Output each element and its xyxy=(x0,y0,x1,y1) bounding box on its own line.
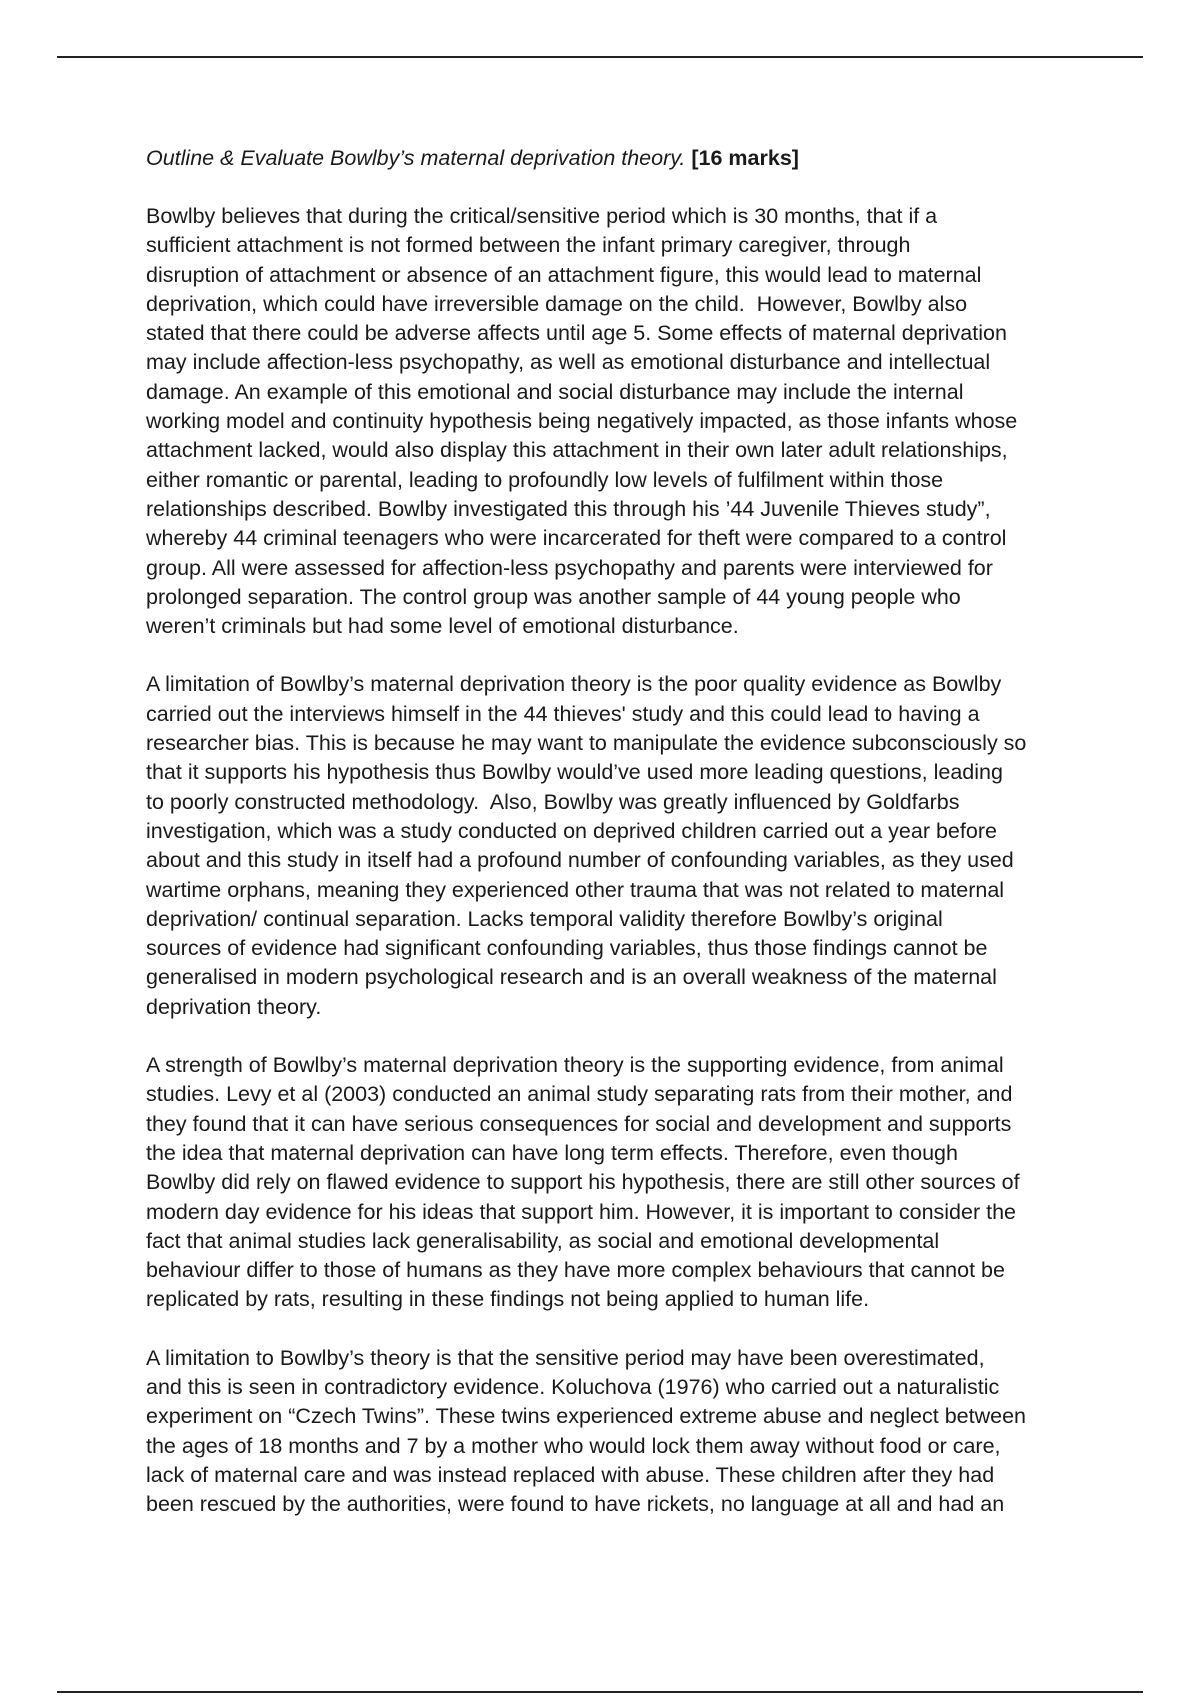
paragraph-line: Bowlby believes that during the critical/sensitive period which is 30 months, that if a xyxy=(146,204,938,228)
paragraph-line: carried out the interviews himself in the 44 thieves' study and this could lead to having a xyxy=(146,701,980,726)
paragraph-line: they found that it can have serious consequences for social and development and supports xyxy=(146,1111,1012,1136)
paragraph-line: disruption of attachment or absence of an attachment figure, this would lead to maternal xyxy=(146,262,982,287)
paragraph-line: the idea that maternal deprivation can have long term effects. Therefore, even though xyxy=(146,1140,958,1165)
document-body xyxy=(146,143,1066,1548)
paragraph-line: lack of maternal care and was instead replaced with abuse. These children after they had xyxy=(146,1462,995,1487)
paragraph-line: studies. Levy et al (2003) conducted an animal study separating rats from their mother, and xyxy=(146,1082,1013,1107)
paragraph-line: relationships described. Bowlby investigated this through his ’44 Juvenile Thieves study”, xyxy=(146,496,991,521)
paragraph-line: stated that there could be adverse affects until age 5. Some effects of maternal deprivation xyxy=(146,321,1007,346)
paragraph-line: behaviour differ to those of humans as they have more complex behaviours that cannot be xyxy=(146,1258,1005,1283)
paragraph xyxy=(146,670,1066,1022)
paragraph-line: researcher bias. This is because he may want to manipulate the evidence subconsciously so xyxy=(146,731,1027,756)
paragraph-line: A limitation of Bowlby’s maternal deprivation theory is the poor quality evidence as Bowlby xyxy=(146,672,1002,697)
paragraph-line: attachment lacked, would also display this attachment in their own later adult relationships, xyxy=(146,438,1008,463)
paragraph-line: damage. An example of this emotional and social disturbance may include the internal xyxy=(146,379,964,404)
paragraph-line: either romantic or parental, leading to profoundly low levels of fulfilment within those xyxy=(146,467,944,492)
paragraph-line: group. All were assessed for affection-less psychopathy and parents were interviewed for xyxy=(146,555,993,580)
paragraph-line: prolonged separation. The control group was another sample of 44 young people who xyxy=(146,584,961,609)
paragraph-line: to poorly constructed methodology. Also, Bowlby was greatly influenced by Goldfarbs xyxy=(146,789,960,814)
paragraph-line: Bowlby did rely on flawed evidence to support his hypothesis, there are still other sources of xyxy=(146,1170,1020,1195)
paragraph xyxy=(146,1344,1066,1520)
essay-paragraphs xyxy=(146,202,1066,1519)
paragraph-line: that it supports his hypothesis thus Bowlby would’ve used more leading questions, leading xyxy=(146,760,1003,785)
paragraph-line: about and this study in itself had a profound number of confounding variables, as they used xyxy=(146,848,1014,873)
paragraph-line: A strength of Bowlby’s maternal deprivation theory is the supporting evidence, from animal xyxy=(146,1053,1004,1078)
paragraph-line: working model and continuity hypothesis being negatively impacted, as those infants whose xyxy=(146,409,1018,434)
paragraph-line: been rescued by the authorities, were found to have rickets, no language at all and had an xyxy=(146,1492,1005,1517)
paragraph-line: fact that animal studies lack generalisability, as social and emotional developmental xyxy=(146,1228,940,1253)
header-rule xyxy=(57,56,1143,58)
paragraph-line: investigation, which was a study conducted on deprived children carried out a year before xyxy=(146,818,997,843)
paragraph-line: A limitation to Bowlby’s theory is that the sensitive period may have been overestimated, xyxy=(146,1345,985,1370)
paragraph xyxy=(146,202,1066,641)
paragraph-line: deprivation/ continual separation. Lacks temporal validity therefore Bowlby’s original xyxy=(146,906,943,931)
paragraph-line: modern day evidence for his ideas that support him. However, it is important to consider the xyxy=(146,1199,1016,1224)
paragraph-line: whereby 44 criminal teenagers who were incarcerated for theft were compared to a control xyxy=(146,526,1007,551)
paragraph-line: sources of evidence had significant confounding variables, thus those findings cannot be xyxy=(146,936,988,961)
paragraph-line: replicated by rats, resulting in these findings not being applied to human life. xyxy=(146,1287,870,1312)
paragraph-line: deprivation theory. xyxy=(146,994,322,1019)
paragraph-line: deprivation, which could have irreversible damage on the child. However, Bowlby also xyxy=(146,291,968,316)
paragraph-line: wartime orphans, meaning they experienced other trauma that was not related to maternal xyxy=(146,877,1005,902)
paragraph-line: and this is seen in contradictory evidence. Koluchova (1976) who carried out a naturalistic xyxy=(146,1374,1000,1399)
essay-title-marks: [16 marks] xyxy=(691,146,799,170)
paragraph-line: may include affection-less psychopathy, as well as emotional disturbance and intellectual xyxy=(146,350,991,375)
paragraph xyxy=(146,1051,1066,1315)
paragraph-line: experiment on “Czech Twins”. These twins experienced extreme abuse and neglect between xyxy=(146,1404,1026,1429)
essay-title xyxy=(146,143,1066,173)
paragraph-line: weren’t criminals but had some level of emotional disturbance. xyxy=(146,614,739,639)
paragraph-line: sufficient attachment is not formed between the infant primary caregiver, through xyxy=(146,233,911,258)
footer-rule xyxy=(57,1691,1143,1693)
paragraph-line: the ages of 18 months and 7 by a mother who would lock them away without food or care, xyxy=(146,1433,1001,1458)
paragraph-line: generalised in modern psychological research and is an overall weakness of the maternal xyxy=(146,965,997,990)
essay-title-question: Outline & Evaluate Bowlby’s maternal deprivation theory. xyxy=(146,146,686,170)
